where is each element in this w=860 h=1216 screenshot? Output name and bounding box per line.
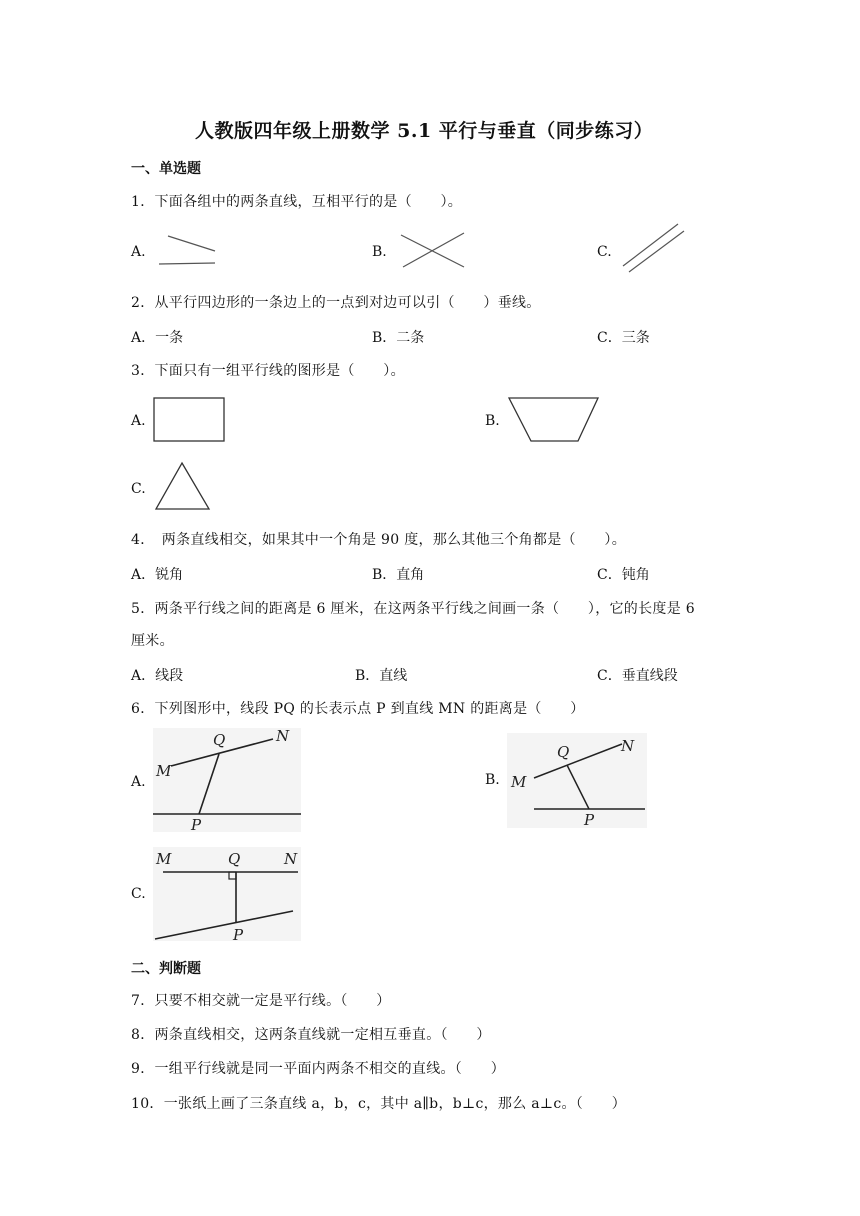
question-3-option-c-label: C. — [131, 481, 146, 497]
page-title: 人教版四年级上册数学 5.1 平行与垂直（同步练习） — [195, 120, 654, 142]
question-6-figure-c — [153, 847, 301, 944]
figure-c-label-q: Q — [228, 850, 241, 868]
figure-b-label-n: N — [621, 737, 635, 755]
question-4-option-b: B．直角 — [372, 567, 425, 583]
question-6-figure-a — [153, 728, 301, 832]
question-6-option-b-label: B. — [485, 772, 500, 788]
figure-c-label-n: N — [284, 850, 298, 868]
question-2-text: 2．从平行四边形的一条边上的一点到对边可以引（ ）垂线。 — [131, 295, 541, 311]
question-6-text: 6．下列图形中，线段 PQ 的长表示点 P 到直线 MN 的距离是（ ） — [131, 701, 585, 717]
question-1-option-a-label: A. — [131, 244, 146, 260]
question-10-text: 10．一张纸上画了三条直线 a，b，c，其中 a∥b，b⊥c，那么 a⊥c。（ ） — [131, 1096, 627, 1112]
question-5-text-line-1: 5．两条平行线之间的距离是 6 厘米，在这两条平行线之间画一条（ ），它的长度是 6 — [131, 601, 695, 617]
question-5-text-line-2: 厘米。 — [131, 633, 174, 649]
question-8-text: 8．两条直线相交，这两条直线就一定相互垂直。（ ） — [131, 1027, 491, 1043]
question-1-option-c-label: C. — [597, 244, 612, 260]
question-4-option-a: A．锐角 — [131, 567, 184, 583]
figure-a-label-n: N — [276, 727, 290, 745]
question-3-figure-triangle — [154, 461, 212, 513]
question-1-figure-b — [398, 230, 468, 272]
section-heading-single-choice: 一、单选题 — [131, 161, 201, 177]
question-1-figure-c — [620, 222, 688, 274]
question-4-text: 4． 两条直线相交，如果其中一个角是 90 度，那么其他三个角都是（ ）。 — [131, 532, 627, 548]
figure-c-label-m: M — [156, 850, 172, 868]
question-9-text: 9．一组平行线就是同一平面内两条不相交的直线。（ ） — [131, 1061, 506, 1077]
question-4-option-c: C．钝角 — [597, 567, 650, 583]
question-2-option-a: A．一条 — [131, 330, 184, 346]
question-5-option-a: A．线段 — [131, 668, 184, 684]
question-6-figure-b — [507, 733, 647, 828]
figure-b-label-q: Q — [557, 743, 570, 761]
figure-c-label-p: P — [233, 926, 244, 944]
question-3-text: 3．下面只有一组平行线的图形是（ ）。 — [131, 363, 405, 379]
question-5-option-b: B．直线 — [355, 668, 408, 684]
question-7-text: 7．只要不相交就一定是平行线。（ ） — [131, 993, 391, 1009]
figure-a-label-q: Q — [213, 731, 226, 749]
figure-c-line-1 — [623, 224, 678, 266]
question-1-text: 1．下面各组中的两条直线，互相平行的是（ ）。 — [131, 194, 463, 210]
question-6-option-a-label: A. — [131, 774, 146, 790]
question-2-option-c: C．三条 — [597, 330, 650, 346]
section-heading-true-false: 二、判断题 — [131, 961, 201, 977]
figure-c-line-2 — [629, 231, 684, 272]
figure-b-label-m: M — [511, 773, 527, 791]
figure-a-line-1 — [168, 236, 215, 251]
figure-b-label-p: P — [584, 811, 595, 829]
figure-a-label-m: M — [156, 762, 172, 780]
question-3-figure-rectangle — [153, 397, 227, 443]
figure-a-line-2 — [159, 263, 215, 264]
question-5-option-c: C．垂直线段 — [597, 668, 678, 684]
question-1-figure-a — [155, 230, 220, 270]
question-2-option-b: B．二条 — [372, 330, 425, 346]
question-3-option-b-label: B. — [485, 413, 500, 429]
figure-a-label-p: P — [191, 816, 202, 834]
question-3-option-a-label: A. — [131, 413, 146, 429]
question-6-option-c-label: C. — [131, 886, 146, 902]
question-1-option-b-label: B. — [372, 244, 387, 260]
question-3-figure-trapezoid — [507, 396, 602, 444]
